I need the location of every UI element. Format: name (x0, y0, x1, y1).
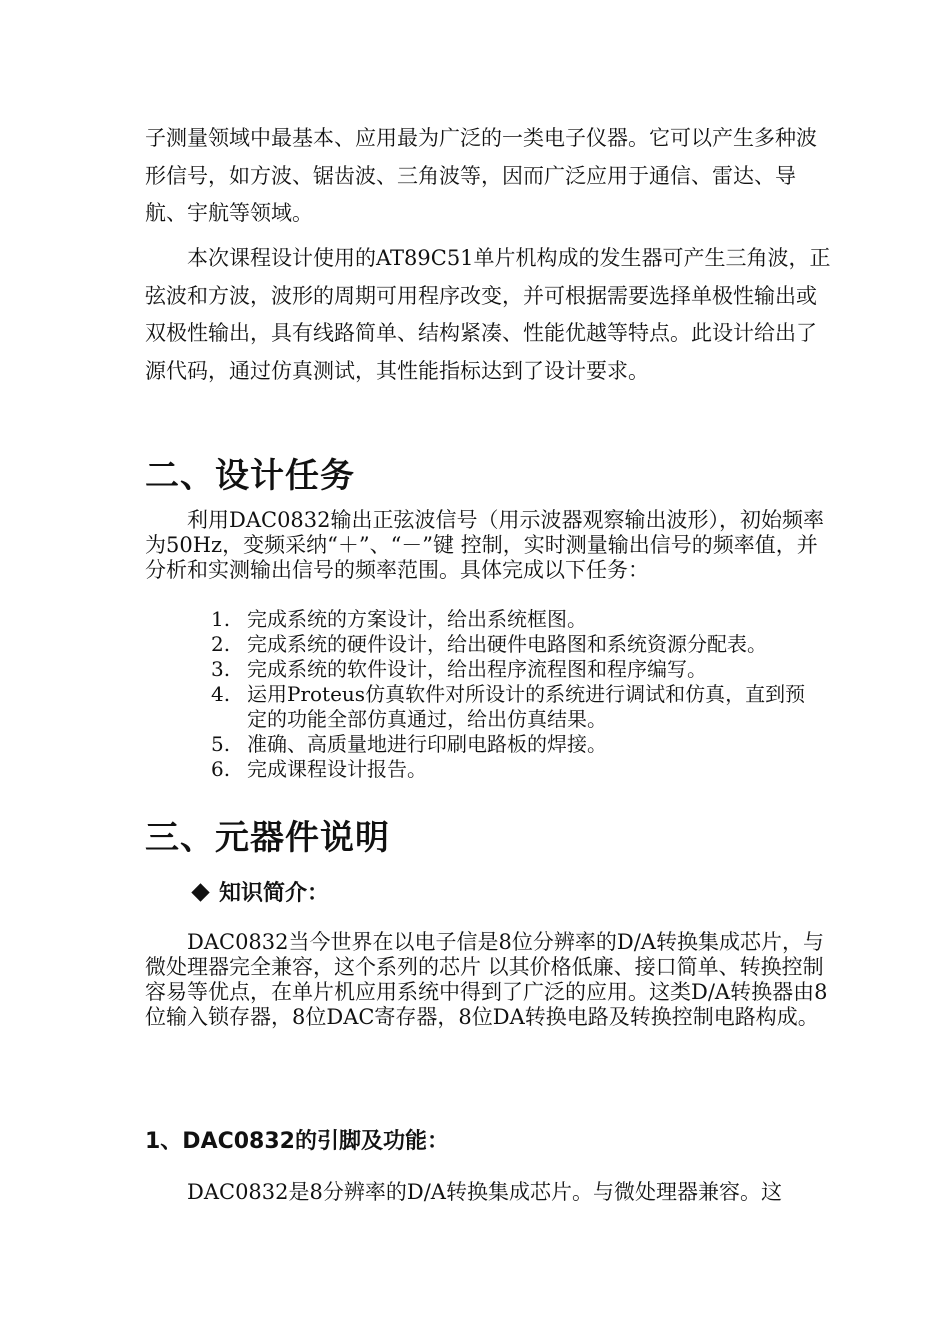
subheading-text: 知识简介： (219, 881, 330, 906)
list-number: 4. (211, 682, 231, 706)
diamond-bullet-icon (191, 883, 209, 901)
list-number: 1. (211, 607, 231, 631)
list-item (205, 657, 825, 682)
list-text: 完成系统的硬件设计，给出硬件电路图和系统资源分配表。 (247, 632, 767, 656)
list-item (205, 632, 825, 657)
pins-paragraph: DAC0832是8分辨率的D/A转换集成芯片。与微处理器兼容。这 (187, 1180, 782, 1204)
list-number: 3. (211, 657, 231, 681)
list-item (205, 732, 825, 757)
list-number: 6. (211, 757, 231, 781)
section-heading-design-task: 二、设计任务 (145, 456, 355, 496)
list-text: 完成系统的软件设计，给出程序流程图和程序编写。 (247, 657, 707, 681)
knowledge-paragraph: DAC0832当今世界在以电子信是8位分辨率的D/A转换集成芯片，与微处理器完全兼容，这个系列的芯片 以其价格低廉、接口简单、转换控制容易等优点，在单片机应用系统中得到了广泛的应用。这类D/A转换器由8位输入锁存器，8位DAC寄存器，8位DA转换电路及转换控制电路构成。 (145, 930, 828, 1029)
list-item (205, 682, 825, 732)
intro-paragraph-1: 子测量领域中最基本、应用最为广泛的一类电子仪器。它可以产生多种波形信号，如方波、锯齿波、三角波等，因而广泛应用于通信、雷达、导航、宇航等领域。 (145, 126, 817, 225)
list-number: 2. (211, 632, 231, 656)
subheading-knowledge (190, 876, 329, 907)
subheading-pins: 1、DAC0832的引脚及功能： (145, 1129, 449, 1154)
list-text: 完成系统的方案设计，给出系统框图。 (247, 607, 587, 631)
list-item (205, 607, 825, 632)
list-item (205, 757, 825, 782)
list-text: 运用Proteus仿真软件对所设计的系统进行调试和仿真，直到预定的功能全部仿真通过，给出仿真结果。 (247, 682, 806, 731)
task-list (205, 607, 825, 782)
list-number: 5. (211, 732, 231, 756)
list-text: 准确、高质量地进行印刷电路板的焊接。 (247, 732, 607, 756)
design-task-paragraph: 利用DAC0832输出正弦波信号（用示波器观察输出波形），初始频率为50Hz，变频采纳“＋”、“－”键 控制，实时测量输出信号的频率值，并分析和实测输出信号的频率范围。具体完成以下任务： (145, 508, 825, 582)
section-heading-components: 三、元器件说明 (145, 818, 390, 858)
intro-paragraph-2: 本次课程设计使用的AT89C51单片机构成的发生器可产生三角波，正弦波和方波，波形的周期可用程序改变，并可根据需要选择单极性输出或双极性输出，具有线路简单、结构紧凑、性能优越等特点。此设计给出了源代码，通过仿真测试，其性能指标达到了设计要求。 (145, 246, 831, 383)
list-text: 完成课程设计报告。 (247, 757, 427, 781)
